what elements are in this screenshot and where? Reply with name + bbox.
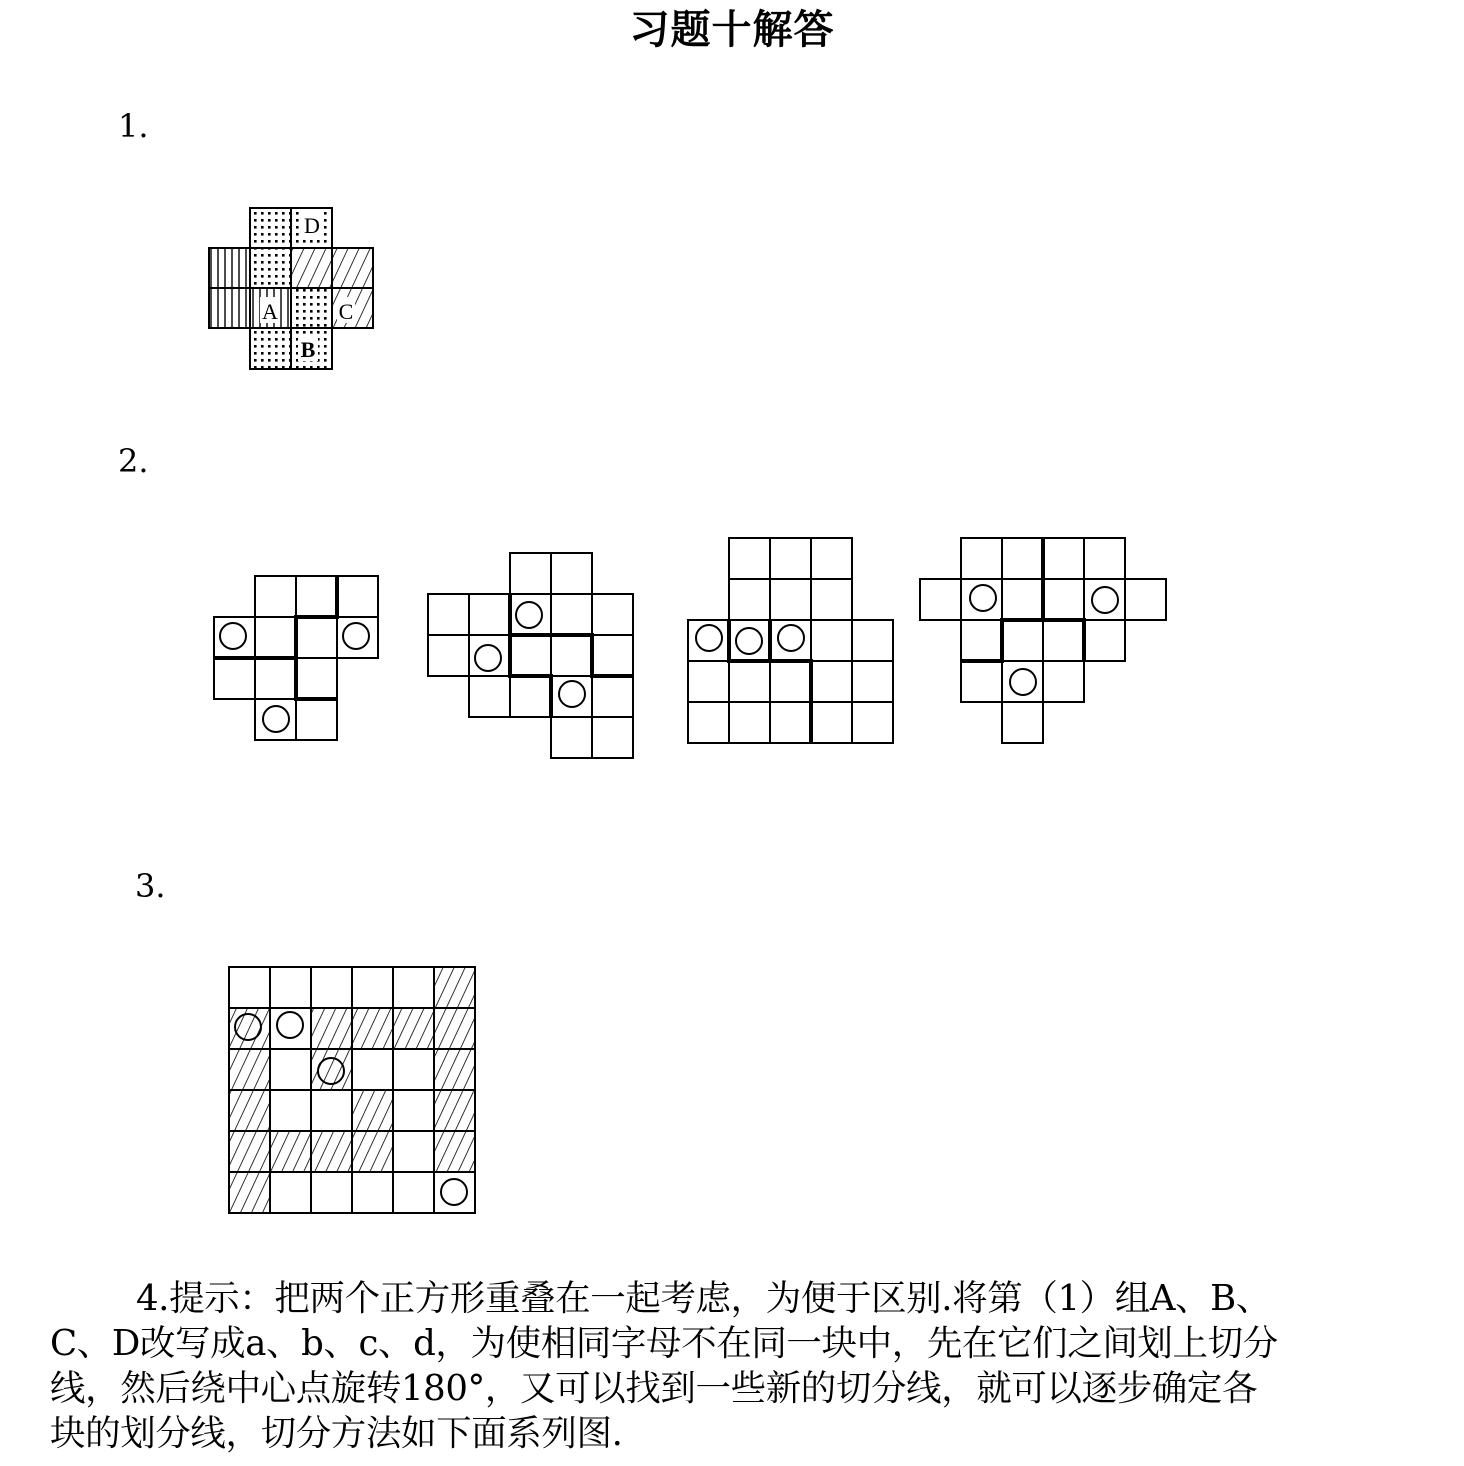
- hint-line: C、D改写成a、b、c、d，为使相同字母不在同一块中，先在它们之间划上切分: [50, 1323, 1278, 1364]
- hint-line: 4.提示：把两个正方形重叠在一起考虑，为便于区别.将第（1）组A、B、: [136, 1278, 1271, 1319]
- figure-3-grid: [229, 967, 475, 1213]
- fig1-cell: [250, 208, 291, 248]
- question-number-3: 3.: [135, 867, 166, 905]
- hint-line: 块的划分线，切分方法如下面系列图.: [50, 1413, 623, 1454]
- circle-mark: [277, 1012, 303, 1038]
- fig1-cell: [209, 288, 250, 328]
- circle-mark: [475, 645, 501, 671]
- hint-paragraph: [50, 1276, 1460, 1456]
- fig1-label-a: A: [262, 299, 278, 324]
- circle-mark: [1010, 669, 1036, 695]
- circle-mark: [1092, 587, 1118, 613]
- figure-2b-grid: [428, 553, 633, 758]
- circle-mark: [263, 706, 289, 732]
- fig1-cell: [250, 328, 291, 369]
- fig1-cell: [332, 248, 373, 288]
- circle-mark: [970, 585, 996, 611]
- circle-mark: [220, 623, 246, 649]
- circle-mark: [778, 625, 804, 651]
- fig1-label-d: D: [304, 213, 320, 238]
- circle-mark: [559, 681, 585, 707]
- circle-mark: [343, 623, 369, 649]
- figure-2d-grid: [920, 538, 1166, 743]
- figure-2c-grid: [688, 538, 893, 743]
- hint-line: 线，然后绕中心点旋转180°，又可以找到一些新的切分线，就可以逐步确定各: [50, 1368, 1258, 1409]
- page-title: 习题十解答: [629, 7, 835, 53]
- circle-mark: [696, 625, 722, 651]
- fig1-cell: [291, 248, 332, 288]
- fig1-label-c: C: [338, 299, 354, 324]
- fig1-cell: [209, 248, 250, 288]
- figure-1-cross-grid: [209, 208, 373, 369]
- circle-mark: [516, 602, 542, 628]
- circle-mark: [736, 628, 762, 654]
- question-number-2: 2.: [118, 442, 149, 480]
- fig1-label-b: B: [300, 337, 316, 362]
- figure-2a-grid: [214, 576, 378, 740]
- fig1-cell: [250, 248, 291, 288]
- circle-mark: [441, 1179, 467, 1205]
- question-number-1: 1.: [118, 107, 149, 145]
- fig1-cell: [291, 288, 332, 328]
